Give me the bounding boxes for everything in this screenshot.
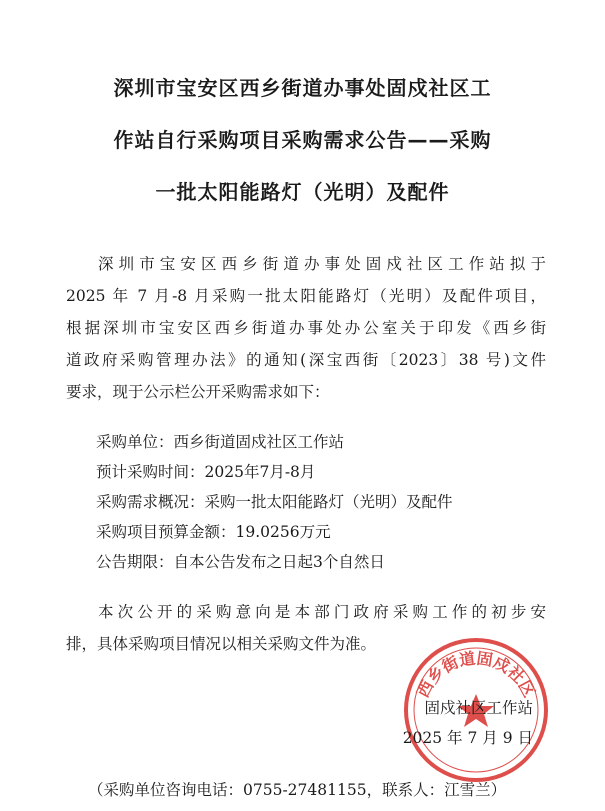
signature-date: 2025 年 7 月 9 日	[402, 729, 533, 747]
intro-line-5: 要求，现于公示栏公开采购需求如下：	[66, 383, 330, 401]
detail-label: 预计采购时间：	[96, 463, 205, 481]
detail-purchaser	[96, 430, 344, 452]
detail-overview	[96, 490, 453, 512]
detail-period	[96, 550, 385, 572]
contact-footer: （采购单位咨询电话：0755-27481155，联系人：江雪兰）	[88, 781, 507, 799]
detail-label: 采购单位：	[96, 433, 174, 451]
seal-text: 西乡街道固戍社区	[413, 648, 539, 701]
detail-value: 自本公告发布之日起3个自然日	[173, 553, 385, 571]
title-line-2: 作站自行采购项目采购需求公告——采购	[113, 128, 492, 152]
detail-schedule	[96, 460, 315, 482]
signature-org: 固戍社区工作站	[424, 699, 533, 717]
detail-label: 公告期限：	[96, 553, 174, 571]
detail-value: 19.0256万元	[235, 523, 331, 541]
detail-value: 2025年7月-8月	[204, 463, 316, 481]
closing-line-1: 本次公开的采购意向是本部门政府采购工作的初步安	[98, 603, 546, 621]
intro-line-4: 道政府采购管理办法》的通知(深宝西街〔2023〕38 号)文件	[66, 351, 546, 369]
detail-value: 采购一批太阳能路灯（光明）及配件	[204, 493, 453, 511]
title-line-1: 深圳市宝安区西乡街道办事处固戍社区工	[113, 76, 492, 100]
intro-line-3: 根据深圳市宝安区西乡街道办事处办公室关于印发《西乡街	[66, 319, 546, 337]
intro-line-2: 2025 年 7 月-8 月采购一批太阳能路灯（光明）及配件项目，	[66, 287, 546, 305]
detail-value: 西乡街道固戍社区工作站	[173, 433, 345, 451]
detail-budget	[96, 520, 331, 542]
detail-label: 采购需求概况：	[96, 493, 205, 511]
detail-label: 采购项目预算金额：	[96, 523, 236, 541]
title-line-3: 一批太阳能路灯（光明）及配件	[155, 180, 450, 204]
closing-line-2: 排，具体采购项目情况以相关采购文件为准。	[66, 635, 377, 653]
intro-line-1: 深圳市宝安区西乡街道办事处固戍社区工作站拟于	[98, 255, 546, 273]
